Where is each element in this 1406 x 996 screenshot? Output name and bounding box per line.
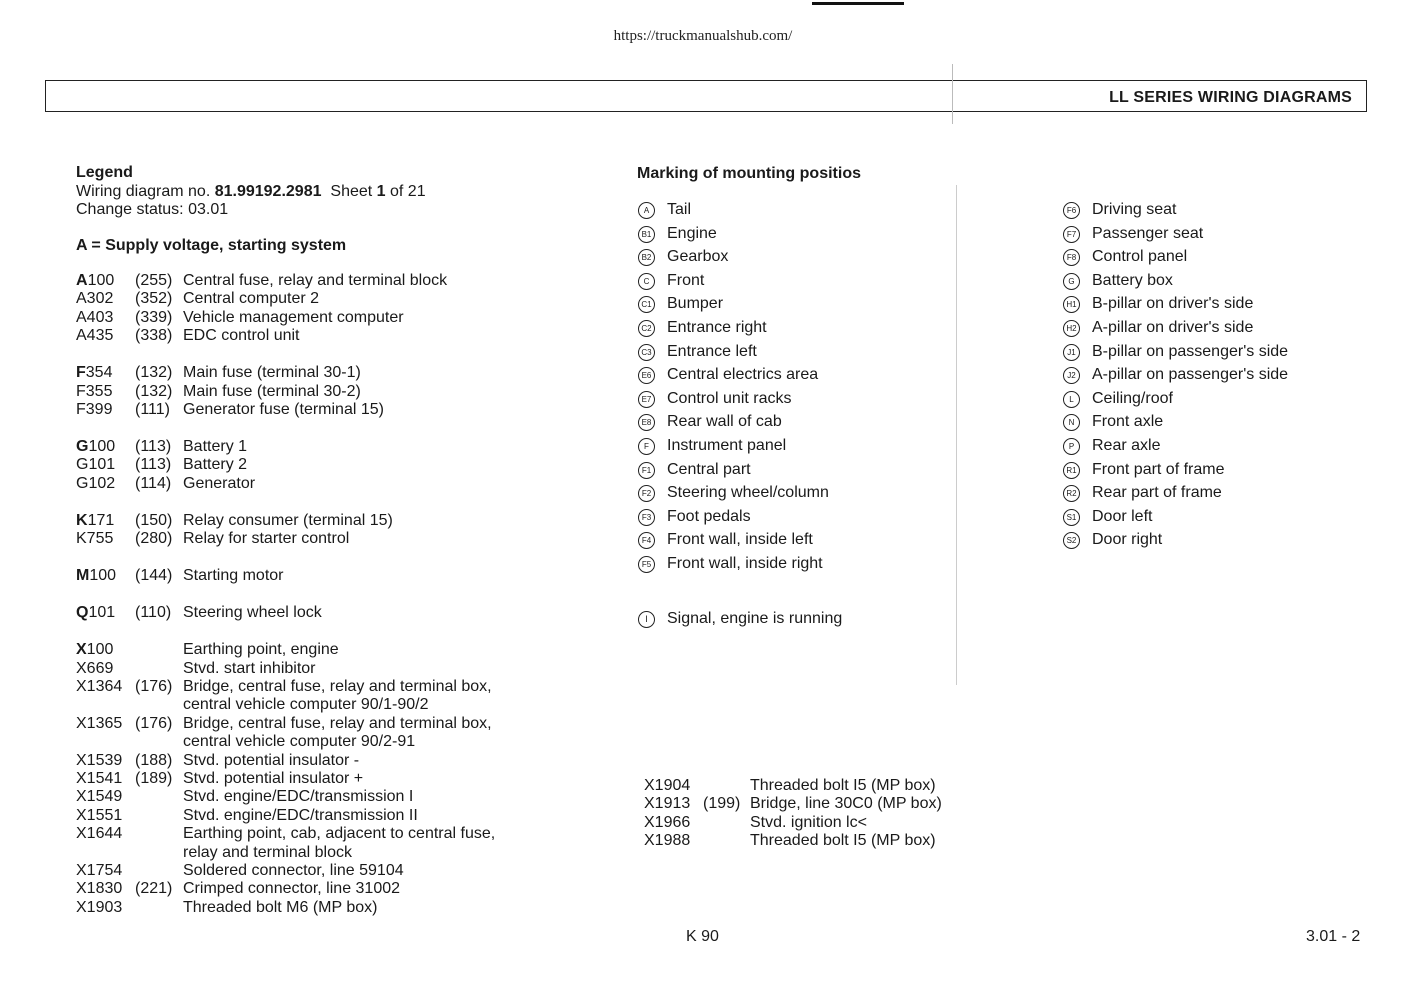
component-number: F355 (76, 382, 113, 400)
top-edge-mark (812, 2, 904, 5)
component-description: Stvd. start inhibitor (183, 659, 316, 677)
component-letter: A (76, 272, 88, 289)
position-symbol-icon: P (1063, 438, 1080, 455)
component-number: A403 (76, 308, 114, 326)
component-description: Threaded bolt I5 (MP box) (750, 777, 936, 794)
component-code (76, 862, 122, 880)
grid-reference: (114) (135, 474, 172, 492)
component-description: Soldered connector, line 59104 (183, 862, 404, 879)
component-description: Stvd. ignition lc< (750, 813, 867, 831)
component-description: Crimped connector, line 31002 (183, 880, 401, 898)
position-label: B-pillar on driver's side (1092, 295, 1254, 313)
position-label: Instrument panel (667, 437, 787, 454)
position-label: Entrance left (667, 342, 757, 360)
marking-title: Marking of mounting positios (637, 165, 861, 182)
component-code (76, 290, 113, 308)
component-description: Stvd. engine/EDC/transmission II (183, 806, 418, 824)
position-symbol-icon: J2 (1063, 367, 1080, 384)
component-description: Steering wheel lock (183, 604, 322, 622)
position-label: Rear axle (1092, 437, 1161, 454)
component-code (76, 604, 115, 622)
component-description: Vehicle management computer (183, 308, 404, 326)
position-label: Foot pedals (667, 507, 751, 525)
component-number: X669 (76, 659, 114, 677)
component-code (76, 401, 112, 419)
grid-reference: (255) (135, 272, 173, 289)
component-code (76, 272, 114, 290)
position-symbol-icon: F8 (1063, 249, 1080, 266)
position-label: Door left (1092, 507, 1153, 525)
component-number: X1644 (76, 825, 123, 843)
position-label: Bumper (667, 295, 724, 313)
component-code (76, 327, 113, 345)
component-code (76, 899, 122, 917)
grid-reference: (132) (135, 382, 173, 400)
position-symbol-icon: F3 (638, 509, 655, 526)
position-label: Entrance right (667, 319, 767, 336)
position-label: B-pillar on passenger's side (1092, 342, 1289, 360)
component-number: X1903 (76, 898, 123, 916)
component-code (76, 660, 113, 678)
position-symbol-icon: B1 (638, 226, 655, 243)
component-description: Earthing point, engine (183, 641, 339, 659)
component-code (76, 807, 122, 825)
component-number: X1830 (76, 880, 123, 898)
position-label: Front (667, 271, 705, 289)
position-symbol-icon: N (1063, 414, 1080, 431)
component-code (76, 880, 122, 898)
component-code (76, 678, 122, 696)
grid-reference: (221) (135, 880, 173, 898)
position-label: Front wall, inside left (667, 531, 813, 549)
grid-reference: (110) (135, 604, 172, 622)
grid-reference: (338) (135, 327, 173, 345)
component-code (76, 788, 122, 806)
grid-reference: (132) (135, 364, 173, 382)
component-description: central vehicle computer 90/2-91 (183, 733, 416, 751)
component-description: Relay consumer (terminal 15) (183, 511, 393, 529)
component-description: Battery 1 (183, 438, 248, 455)
diagram-prefix: Wiring diagram no. (76, 183, 215, 200)
position-symbol-icon: S2 (1063, 532, 1080, 549)
position-symbol-icon: F4 (638, 532, 655, 549)
component-description: Central computer 2 (183, 290, 320, 308)
component-description: Stvd. engine/EDC/transmission I (183, 788, 414, 806)
position-label: Control panel (1092, 248, 1188, 266)
sheet-suffix: of 21 (385, 183, 426, 200)
component-number: A302 (76, 290, 114, 308)
position-symbol-icon: G (1063, 273, 1080, 290)
position-symbol-icon: C1 (638, 296, 655, 313)
position-symbol-icon: E8 (638, 414, 655, 431)
component-letter: Q (76, 604, 89, 622)
section-title: A = Supply voltage, starting system (76, 237, 347, 254)
component-letter: X (76, 641, 87, 659)
component-number: G102 (76, 474, 116, 492)
position-symbol-icon: R2 (1063, 485, 1080, 502)
component-description: Generator (183, 474, 256, 492)
component-code (76, 438, 115, 456)
component-number: X1539 (76, 751, 123, 769)
component-letter: G (76, 438, 89, 455)
component-code (76, 530, 113, 548)
component-number: K755 (76, 530, 114, 548)
component-description: Threaded bolt I5 (MP box) (750, 832, 936, 850)
component-code (76, 715, 122, 733)
position-symbol-icon: B2 (638, 249, 655, 266)
component-description: Bridge, central fuse, relay and terminal box, (183, 678, 492, 695)
component-description: Bridge, central fuse, relay and terminal box, (183, 714, 492, 732)
page-title: LL SERIES WIRING DIAGRAMS (1109, 89, 1352, 106)
component-number: X1365 (76, 714, 123, 732)
component-code (76, 383, 112, 401)
position-symbol-icon: R1 (1063, 462, 1080, 479)
source-url[interactable]: https://truckmanualshub.com/ (613, 28, 793, 44)
signal-symbol-icon: I (638, 611, 655, 628)
component-number: F399 (76, 401, 113, 418)
component-description: EDC control unit (183, 327, 300, 345)
component-number: 100 (86, 641, 114, 659)
position-label: Battery box (1092, 271, 1173, 289)
position-symbol-icon: A (638, 202, 655, 219)
position-label: Driving seat (1092, 201, 1177, 218)
component-code (76, 825, 122, 843)
component-description: Main fuse (terminal 30-2) (183, 382, 361, 400)
position-label: Gearbox (667, 248, 729, 266)
position-symbol-icon: F7 (1063, 226, 1080, 243)
position-label: A-pillar on driver's side (1092, 319, 1254, 336)
component-description: relay and terminal block (183, 843, 352, 861)
position-symbol-icon: H1 (1063, 296, 1080, 313)
position-symbol-icon: F1 (638, 462, 655, 479)
position-symbol-icon: F5 (638, 556, 655, 573)
position-label: A-pillar on passenger's side (1092, 366, 1289, 384)
position-symbol-icon: H2 (1063, 320, 1080, 337)
grid-reference: (113) (135, 438, 172, 455)
component-code: X1966 (644, 813, 691, 831)
grid-reference: (189) (135, 770, 173, 787)
grid-reference: (352) (135, 290, 173, 308)
component-code: X1904 (644, 777, 691, 794)
grid-reference: (188) (135, 751, 173, 769)
grid-reference: (176) (135, 714, 173, 732)
component-number: A435 (76, 327, 114, 345)
sheet-number: 1 (376, 183, 386, 200)
component-code (76, 512, 114, 530)
position-label: Front wall, inside right (667, 555, 823, 572)
grid-reference: (176) (135, 678, 173, 695)
grid-reference: (150) (135, 511, 173, 529)
component-letter: K (76, 511, 88, 529)
position-symbol-icon: F6 (1063, 202, 1080, 219)
component-description: Stvd. potential insulator + (183, 770, 364, 787)
position-label: Tail (667, 201, 692, 218)
component-description: Battery 2 (183, 456, 248, 474)
position-label: Steering wheel/column (667, 484, 829, 502)
position-symbol-icon: F (638, 438, 655, 455)
position-symbol-icon: C2 (638, 320, 655, 337)
component-description: Stvd. potential insulator - (183, 751, 360, 769)
component-code (76, 770, 122, 788)
component-number: 100 (88, 438, 116, 455)
position-symbol-icon: C3 (638, 344, 655, 361)
component-number: G101 (76, 456, 116, 474)
position-symbol-icon: C (638, 273, 655, 290)
position-symbol-icon: E7 (638, 391, 655, 408)
position-label: Door right (1092, 531, 1163, 549)
component-description: Generator fuse (terminal 15) (183, 401, 384, 418)
component-description: Central fuse, relay and terminal block (183, 272, 448, 289)
position-label: Rear part of frame (1092, 484, 1222, 502)
component-code (76, 567, 116, 585)
component-description: Relay for starter control (183, 530, 350, 548)
grid-reference: (339) (135, 308, 173, 326)
column-divider (956, 185, 957, 685)
component-description: Threaded bolt M6 (MP box) (183, 898, 378, 916)
footer-page-number: 3.01 - 2 (1306, 928, 1361, 945)
grid-reference: (280) (135, 530, 173, 548)
position-label: Engine (667, 224, 717, 242)
sheet-prefix: Sheet (321, 183, 377, 200)
component-description: Starting motor (183, 567, 284, 585)
component-description: Bridge, line 30C0 (MP box) (750, 795, 942, 813)
footer-model: K 90 (686, 928, 719, 945)
component-description: Main fuse (terminal 30-1) (183, 364, 361, 382)
component-number: 101 (88, 604, 116, 622)
component-number: X1549 (76, 788, 123, 806)
position-symbol-icon: L (1063, 391, 1080, 408)
position-label: Passenger seat (1092, 224, 1204, 242)
component-number: X1541 (76, 770, 123, 787)
component-letter: M (76, 567, 90, 585)
component-number: 100 (87, 272, 115, 289)
component-code (76, 641, 113, 659)
component-letter: F (76, 364, 86, 382)
grid-reference: (199) (703, 795, 741, 813)
change-status: Change status: 03.01 (76, 201, 229, 218)
component-code: X1913 (644, 795, 691, 813)
position-label: Central part (667, 460, 751, 478)
component-number: X1754 (76, 862, 123, 879)
signal-label: Signal, engine is running (667, 610, 843, 627)
position-label: Central electrics area (667, 366, 819, 384)
component-number: 354 (85, 364, 113, 382)
position-label: Control unit racks (667, 389, 792, 407)
position-symbol-icon: F2 (638, 485, 655, 502)
component-description: Earthing point, cab, adjacent to central fuse, (183, 825, 496, 843)
position-symbol-icon: E6 (638, 367, 655, 384)
header-divider (952, 64, 953, 124)
position-label: Ceiling/roof (1092, 389, 1173, 407)
grid-reference: (144) (135, 567, 173, 585)
component-code: X1988 (644, 832, 691, 850)
position-label: Front part of frame (1092, 460, 1225, 478)
component-number: X1364 (76, 678, 123, 695)
component-code (76, 309, 113, 327)
component-code (76, 456, 115, 474)
component-number: 100 (89, 567, 117, 585)
component-code (76, 364, 112, 382)
legend-title: Legend (76, 164, 133, 181)
component-number: 171 (87, 511, 115, 529)
position-label: Rear wall of cab (667, 413, 782, 431)
grid-reference: (111) (135, 401, 170, 418)
component-description: central vehicle computer 90/1-90/2 (183, 696, 429, 714)
diagram-number-line (76, 183, 426, 201)
component-number: X1551 (76, 806, 123, 824)
component-code (76, 475, 115, 493)
position-label: Front axle (1092, 413, 1164, 431)
diagram-number: 81.99192.2981 (214, 183, 322, 200)
position-symbol-icon: S1 (1063, 509, 1080, 526)
component-code (76, 752, 122, 770)
position-symbol-icon: J1 (1063, 344, 1080, 361)
grid-reference: (113) (135, 456, 172, 474)
